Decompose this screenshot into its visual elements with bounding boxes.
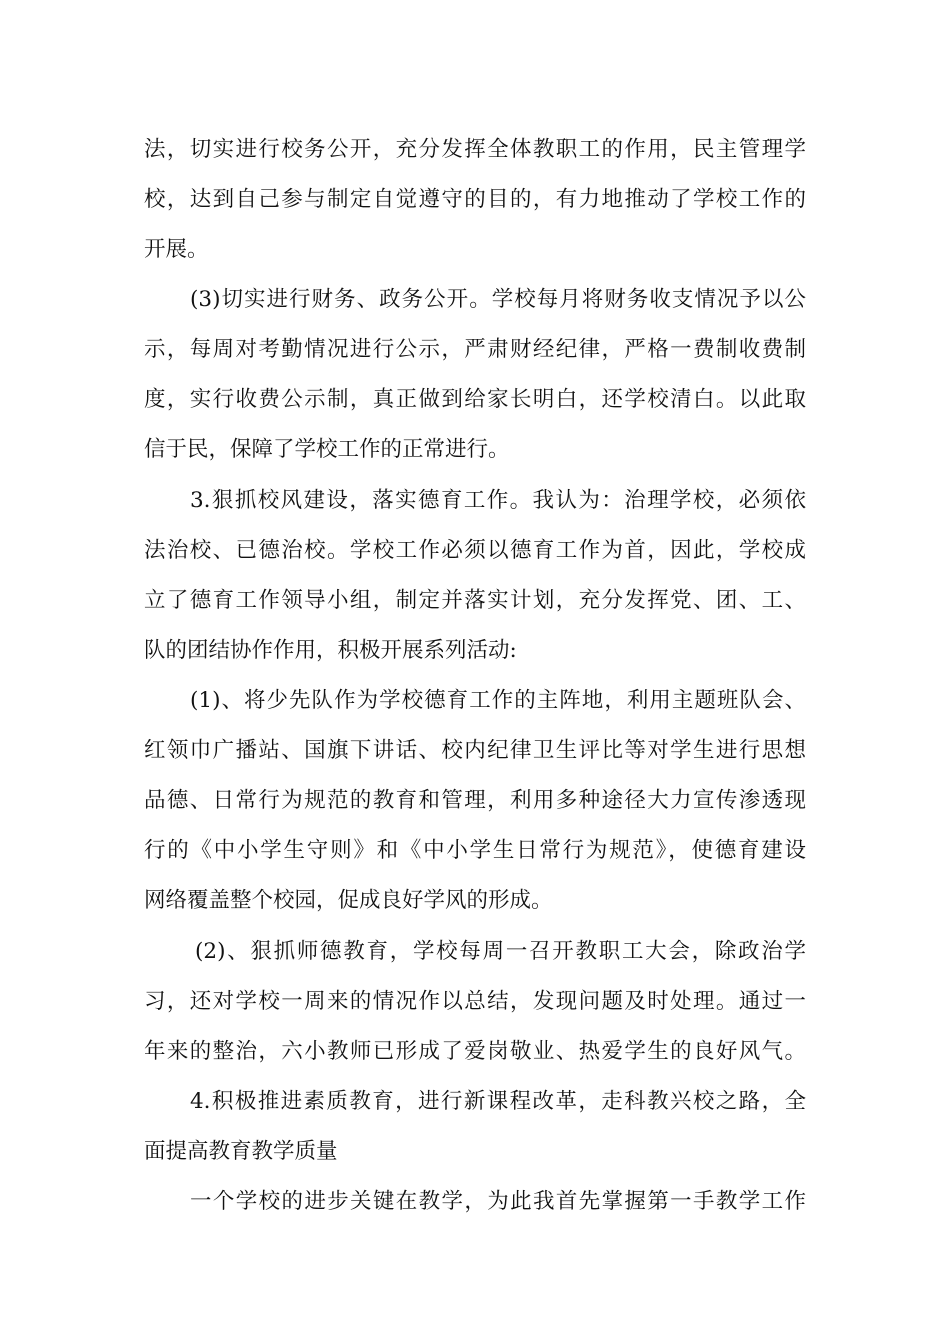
text-line: 一个学校的进步关键在教学，为此我首先掌握第一手教学工作 [190,1189,806,1214]
text-line: 度，实行收费公示制，真正做到给家长明白，还学校清白。以此取 [144,387,806,412]
text-line: 网络覆盖整个校园，促成良好学风的形成。 [144,888,553,913]
text-line: 习，还对学校一周来的情况作以总结，发现问题及时处理。通过一 [144,989,806,1014]
text-line: 4.积极推进素质教育，进行新课程改革，走科教兴校之路，全 [190,1089,806,1114]
text-line: 校，达到自己参与制定自觉遵守的目的，有力地推动了学校工作的 [144,187,806,212]
text-line: (3)切实进行财务、政务公开。学校每月将财务收支情况予以公 [190,287,806,312]
text-line: 队的团结协作作用，积极开展系列活动: [144,638,517,663]
text-line: 面提高教育教学质量 [144,1139,338,1164]
text-line: (2)、狠抓师德教育，学校每周一召开教职工大会，除政治学 [195,939,806,964]
text-line: 品德、日常行为规范的教育和管理，利用多种途径大力宣传渗透现 [144,788,806,813]
text-line: 立了德育工作领导小组，制定并落实计划，充分发挥党、团、工、 [144,588,806,613]
text-line: 行的《中小学生守则》和《中小学生日常行为规范》，使德育建设 [144,838,806,863]
text-line: 3.狠抓校风建设，落实德育工作。我认为：治理学校，必须依 [190,488,806,513]
text-line: 信于民，保障了学校工作的正常进行。 [144,437,510,462]
text-line: (1)、将少先队作为学校德育工作的主阵地，利用主题班队会、 [190,688,806,713]
text-line: 红领巾广播站、国旗下讲话、校内纪律卫生评比等对学生进行思想 [144,738,806,763]
text-line: 法，切实进行校务公开，充分发挥全体教职工的作用，民主管理学 [144,137,806,162]
text-line: 开展。 [144,237,209,262]
text-line: 年来的整治，六小教师已形成了爱岗敬业、热爱学生的良好风气。 [144,1039,806,1064]
text-line: 法治校、已德治校。学校工作必须以德育工作为首，因此，学校成 [144,538,806,563]
text-line: 示，每周对考勤情况进行公示，严肃财经纪律，严格一费制收费制 [144,337,806,362]
